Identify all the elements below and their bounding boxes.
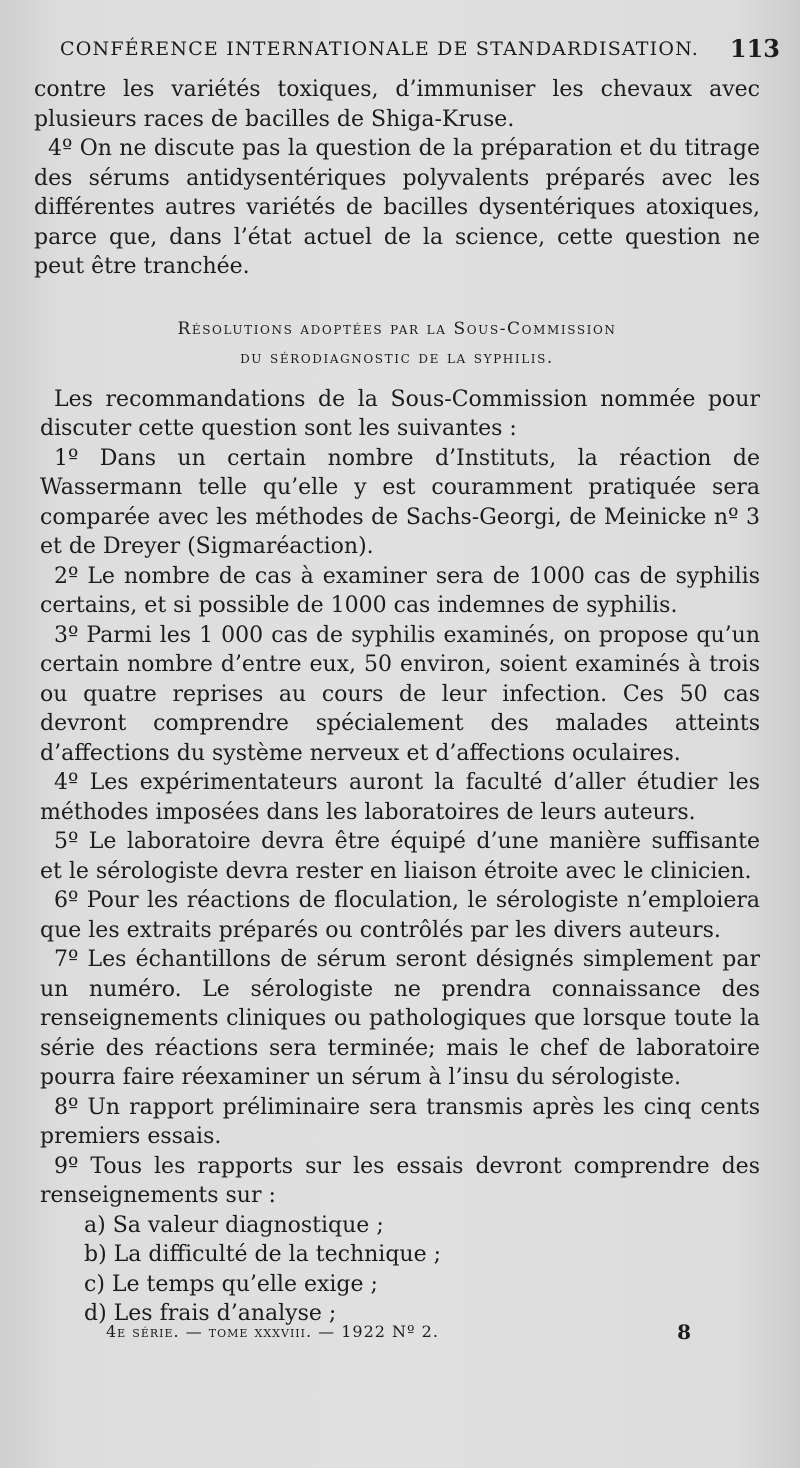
resolution-point: 6º Pour les réactions de floculation, le sérologiste n’emploiera que les extraits préparés ou contrôlés par les divers auteurs. bbox=[40, 888, 760, 943]
resolution-point: 3º Parmi les 1 000 cas de syphilis examinés, on propose qu’un certain nombre d’entre eux, 50 environ, soient examinés à trois ou quatre reprises au cours de leur infection. Ces 50 cas devront comprendre spécialement des malades atteints d’affections du système nerveux et d’affections oculaires. bbox=[40, 622, 760, 766]
list-item: c) Le temps qu’elle exige ; bbox=[84, 1271, 378, 1297]
page-footer bbox=[106, 1320, 692, 1350]
paragraph-item-4: 4º On ne discute pas la question de la préparation et du titrage des sérums antidysentériques polyvalents préparés avec les différentes autres variétés de bacilles dysentériques atoxiques, parce que, dans l’état actuel de la science, cette question ne peut être tranchée. bbox=[34, 136, 760, 279]
list-item: d) Les frais d’analyse ; bbox=[84, 1301, 337, 1326]
running-header bbox=[60, 34, 780, 68]
list-item: b) La difficulté de la technique ; bbox=[84, 1242, 442, 1267]
page-number: 113 bbox=[729, 34, 780, 63]
resolutions-block bbox=[40, 385, 760, 1329]
resolution-point: 1º Dans un certain nombre d’Instituts, la réaction de Wassermann telle qu’elle y est couramment pratiquée sera comparée avec les méthodes de Sachs-Georgi, de Meinicke nº 3 et de Dreyer (Sigmaréaction). bbox=[40, 445, 760, 559]
list-item: a) Sa valeur diagnostique ; bbox=[84, 1212, 384, 1238]
resolution-point: 8º Un rapport préliminaire sera transmis après les cinq cents premiers essais. bbox=[40, 1094, 760, 1149]
resolution-point: 7º Les échantillons de sérum seront désignés simplement par un numéro. Le sérologiste ne prendra connaissance des renseignements cliniques ou pathologiques que lorsque toute la série des réactions sera terminée; mais le chef de laboratoire pourra faire réexaminer un sérum à l’insu du sérologiste. bbox=[40, 947, 760, 1090]
series-line: 4e série. — tome xxxviii. — 1922 Nº 2. bbox=[106, 1322, 439, 1341]
running-title: CONFÉRENCE INTERNATIONALE DE STANDARDISATION. bbox=[60, 38, 699, 60]
resolution-point: 9º Tous les rapports sur les essais devront comprendre des renseignements sur : bbox=[40, 1153, 760, 1208]
section-heading-line2: du sérodiagnostic de la syphilis. bbox=[240, 347, 554, 368]
criteria-list bbox=[40, 1211, 760, 1329]
paragraph-continuation: contre les variétés toxiques, d’immuniser les chevaux avec plusieurs races de bacilles de Shiga-Kruse. bbox=[34, 77, 760, 132]
resolution-point: 4º Les expérimentateurs auront la faculté d’aller étudier les méthodes imposées dans les laboratoires de leurs auteurs. bbox=[40, 770, 760, 825]
signature-mark: 8 bbox=[677, 1320, 692, 1344]
lead-paragraph: Les recommandations de la Sous-Commission nommée pour discuter cette question sont les suivantes : bbox=[40, 386, 760, 441]
body-text bbox=[34, 75, 760, 1329]
resolution-point: 5º Le laboratoire devra être équipé d’une manière suffisante et le sérologiste devra rester en liaison étroite avec le clinicien. bbox=[40, 829, 760, 884]
resolution-point: 2º Le nombre de cas à examiner sera de 1000 cas de syphilis certains, et si possible de 1000 cas indemnes de syphilis. bbox=[40, 563, 760, 618]
section-heading-line1: Résolutions adoptées par la Sous-Commission bbox=[177, 318, 617, 339]
